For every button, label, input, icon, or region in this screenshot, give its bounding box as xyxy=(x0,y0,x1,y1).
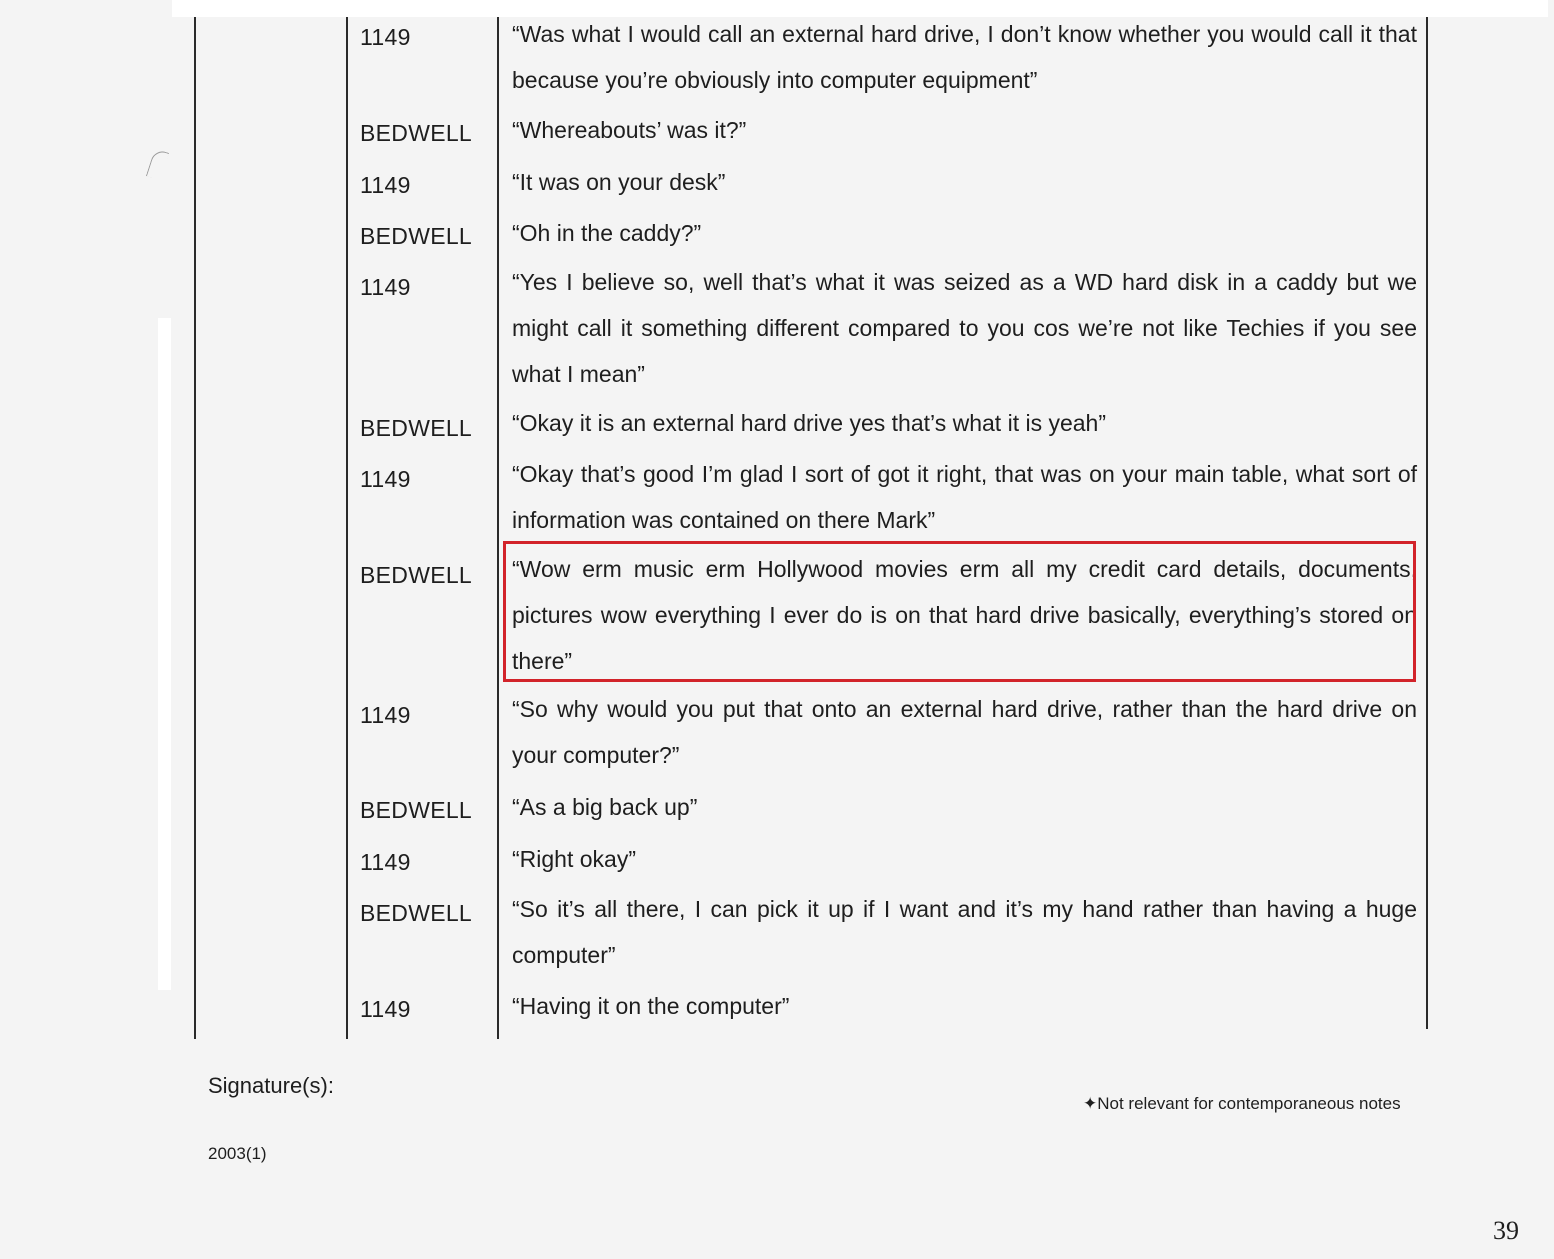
speech-cell: “Was what I would call an external hard drive, I don’t know whether you would call it that because you’re obviously into computer equipment” xyxy=(512,21,1417,93)
speaker-cell: BEDWELL xyxy=(360,797,473,823)
paper-mark xyxy=(146,148,169,180)
form-code: 2003(1) xyxy=(208,1144,267,1163)
speaker-cell: 1149 xyxy=(360,996,411,1022)
speaker-cell: BEDWELL xyxy=(360,120,473,146)
footnote: ✦Not relevant for contemporaneous notes xyxy=(1083,1094,1401,1113)
table-border-left xyxy=(194,17,196,1039)
scan-edge-left xyxy=(158,318,171,990)
table-divider-speaker xyxy=(346,17,348,1039)
speaker-cell: 1149 xyxy=(360,466,411,492)
speech-cell: “So it’s all there, I can pick it up if I want and it’s my hand rather than having a huge computer” xyxy=(512,896,1417,968)
speaker-cell: 1149 xyxy=(360,274,411,300)
speech-cell: “Right okay” xyxy=(512,846,636,872)
speech-cell: “As a big back up” xyxy=(512,794,698,820)
speaker-cell: 1149 xyxy=(360,172,411,198)
speaker-cell: BEDWELL xyxy=(360,415,473,441)
speech-cell: “Oh in the caddy?” xyxy=(512,220,702,246)
speaker-cell: BEDWELL xyxy=(360,900,473,926)
speech-cell: “Okay that’s good I’m glad I sort of got it right, that was on your main table, what sort of information was contained on there Mark” xyxy=(512,461,1417,533)
speech-cell: “So why would you put that onto an external hard drive, rather than the hard drive on your computer?” xyxy=(512,696,1417,768)
table-border-right xyxy=(1426,17,1428,1029)
speaker-cell: 1149 xyxy=(360,849,411,875)
speaker-cell: BEDWELL xyxy=(360,223,473,249)
speech-cell-highlighted: “Wow erm music erm Hollywood movies erm all my credit card details, documents, pictures wow everything I ever do is on that hard drive basically, everything’s stored on there” xyxy=(512,556,1417,674)
speech-cell: “Okay it is an external hard drive yes that’s what it is yeah” xyxy=(512,410,1107,436)
page-number: 39 xyxy=(1493,1216,1519,1245)
speech-cell: “Yes I believe so, well that’s what it was seized as a WD hard disk in a caddy but we might call it something different compared to you cos we’re not like Techies if you see what I mean” xyxy=(512,269,1417,387)
highlight-box xyxy=(503,541,1416,682)
speaker-cell: 1149 xyxy=(360,702,411,728)
table-divider-speech xyxy=(497,17,499,1039)
speech-cell: “Having it on the computer” xyxy=(512,993,790,1019)
speech-cell: “It was on your desk” xyxy=(512,169,726,195)
signature-label: Signature(s): xyxy=(208,1073,334,1098)
speech-cell: “Whereabouts’ was it?” xyxy=(512,117,747,143)
speaker-cell: 1149 xyxy=(360,24,411,50)
speaker-cell: BEDWELL xyxy=(360,562,473,588)
